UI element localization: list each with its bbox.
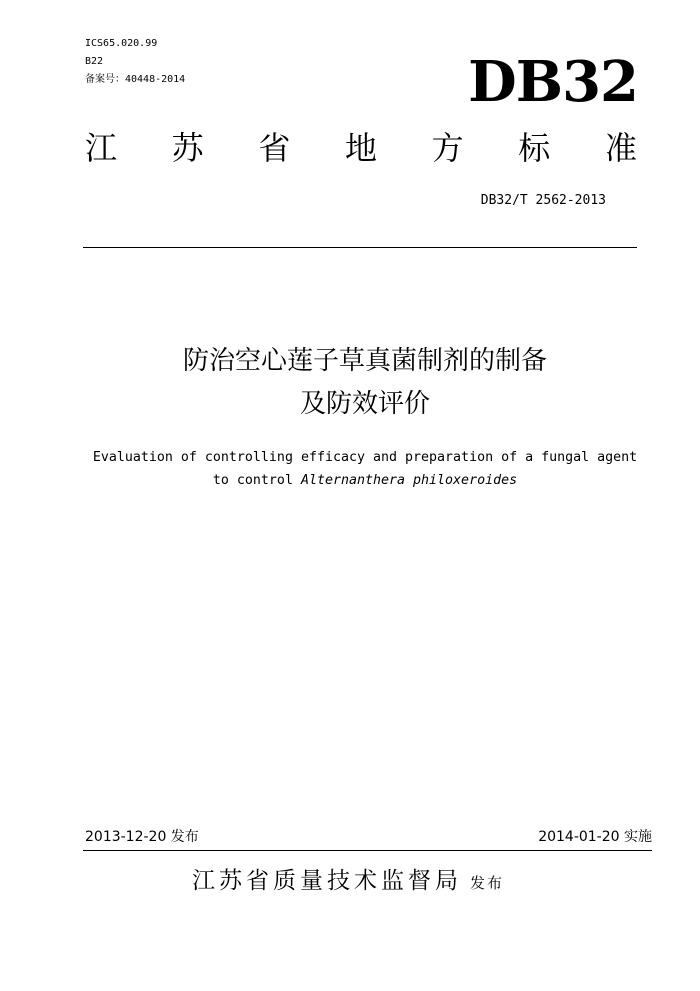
english-title-prefix: to control xyxy=(212,473,301,488)
standard-type-char: 方 xyxy=(431,129,464,167)
standard-type-heading xyxy=(85,128,637,168)
issuer-line xyxy=(192,864,504,900)
ics-code: ICS65.020.99 xyxy=(85,38,158,49)
chinese-title-line-1: 防治空心莲子草真菌制剂的制备 xyxy=(182,346,547,376)
standard-type-char: 苏 xyxy=(171,129,204,167)
filing-number: 备案号：40448-2014 xyxy=(85,74,186,85)
issuer-name: 江苏省质量技术监督局 xyxy=(192,868,462,894)
issuer-suffix: 发布 xyxy=(470,874,505,892)
footer-divider xyxy=(83,850,652,851)
english-title-line-2 xyxy=(0,472,700,490)
chinese-title-line-2: 及防效评价 xyxy=(299,389,430,419)
implementation-date: 2014-01-20 实施 xyxy=(538,829,652,845)
header-divider xyxy=(83,247,637,248)
english-title-line-1: Evaluation of controlling efficacy and preparation of a fungal agent xyxy=(92,450,638,465)
standard-number: DB32/T 2562-2013 xyxy=(480,193,606,208)
species-name: Alternanthera philoxeroides xyxy=(300,473,518,488)
standard-type-char: 省 xyxy=(258,129,291,167)
standard-type-char: 标 xyxy=(518,129,551,167)
classification-code: B22 xyxy=(85,56,104,67)
standard-type-char: 准 xyxy=(604,129,637,167)
standard-code-logo: DB32 xyxy=(468,49,638,115)
standard-type-char: 江 xyxy=(85,129,118,167)
standard-type-char: 地 xyxy=(344,129,377,167)
release-date: 2013-12-20 发布 xyxy=(85,829,199,845)
